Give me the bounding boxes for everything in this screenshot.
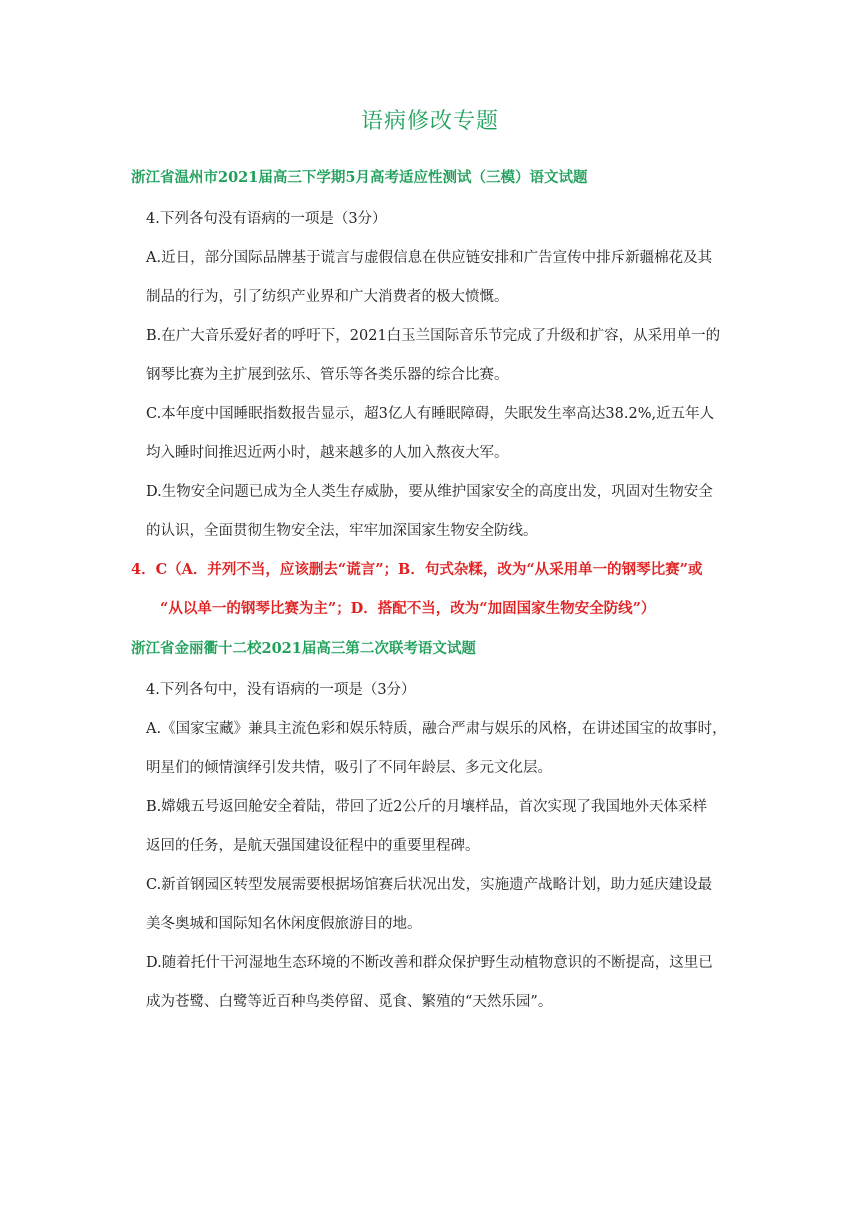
answer-line-1: 4．C（A．并列不当，应该删去“谎言”；B．句式杂糅，改为“从采用单一的钢琴比赛”或 bbox=[131, 561, 703, 578]
option-d-line-2: 成为苍鹭、白鹭等近百种鸟类停留、觅食、繁殖的“天然乐园”。 bbox=[146, 994, 553, 1010]
option-b-line-2: 返回的任务，是航天强国建设征程中的重要里程碑。 bbox=[146, 838, 480, 854]
option-b-line-1: B.在广大音乐爱好者的呼吁下，2021白玉兰国际音乐节完成了升级和扩容，从采用单一的 bbox=[146, 328, 721, 344]
option-c-line-1: C.本年度中国睡眠指数报告显示，超3亿人有睡眠障碍，失眠发生率高达38.2%,近五年人 bbox=[146, 406, 715, 422]
option-a-line-1: A.《国家宝藏》兼具主流色彩和娱乐特质，融合严肃与娱乐的风格，在讲述国宝的故事时， bbox=[146, 721, 727, 737]
option-d-line-1: D.随着托什干河湿地生态环境的不断改善和群众保护野生动植物意识的不断提高，这里已 bbox=[146, 955, 713, 971]
page-title: 语病修改专题 bbox=[360, 109, 499, 134]
answer-line-2: “从以单一的钢琴比赛为主”；D．搭配不当，改为“加固国家生物安全防线”） bbox=[160, 600, 656, 617]
section-heading: 浙江省温州市2021届高三下学期5月高考适应性测试（三模）语文试题 bbox=[131, 169, 588, 186]
option-c-line-1: C.新首钢园区转型发展需要根据场馆赛后状况出发，实施遗产战略计划，助力延庆建设最 bbox=[146, 877, 713, 893]
option-d-line-2: 的认识，全面贯彻生物安全法，牢牢加深国家生物安全防线。 bbox=[146, 523, 538, 539]
option-a-line-2: 明星们的倾情演绎引发共情，吸引了不同年龄层、多元文化层。 bbox=[146, 760, 552, 776]
option-d-line-1: D.生物安全问题已成为全人类生存威胁，要从维护国家安全的高度出发，巩固对生物安全 bbox=[146, 484, 713, 500]
option-a-line-1: A.近日，部分国际品牌基于谎言与虚假信息在供应链安排和广告宣传中排斥新疆棉花及其 bbox=[146, 250, 713, 266]
option-c-line-2: 美冬奥城和国际知名休闲度假旅游目的地。 bbox=[146, 916, 422, 932]
section-heading: 浙江省金丽衢十二校2021届高三第二次联考语文试题 bbox=[131, 640, 476, 657]
question-stem: 4.下列各句没有语病的一项是（3分） bbox=[146, 211, 387, 227]
option-b-line-2: 钢琴比赛为主扩展到弦乐、管乐等各类乐器的综合比赛。 bbox=[146, 367, 509, 383]
option-b-line-1: B.嫦娥五号返回舱安全着陆，带回了近2公斤的月壤样品，首次实现了我国地外天体采样 bbox=[146, 799, 707, 815]
option-a-line-2: 制品的行为，引了纺织产业界和广大消费者的极大愤慨。 bbox=[146, 289, 509, 305]
question-stem: 4.下列各句中，没有语病的一项是（3分） bbox=[146, 682, 416, 698]
option-c-line-2: 均入睡时间推迟近两小时，越来越多的人加入熬夜大军。 bbox=[146, 445, 509, 461]
